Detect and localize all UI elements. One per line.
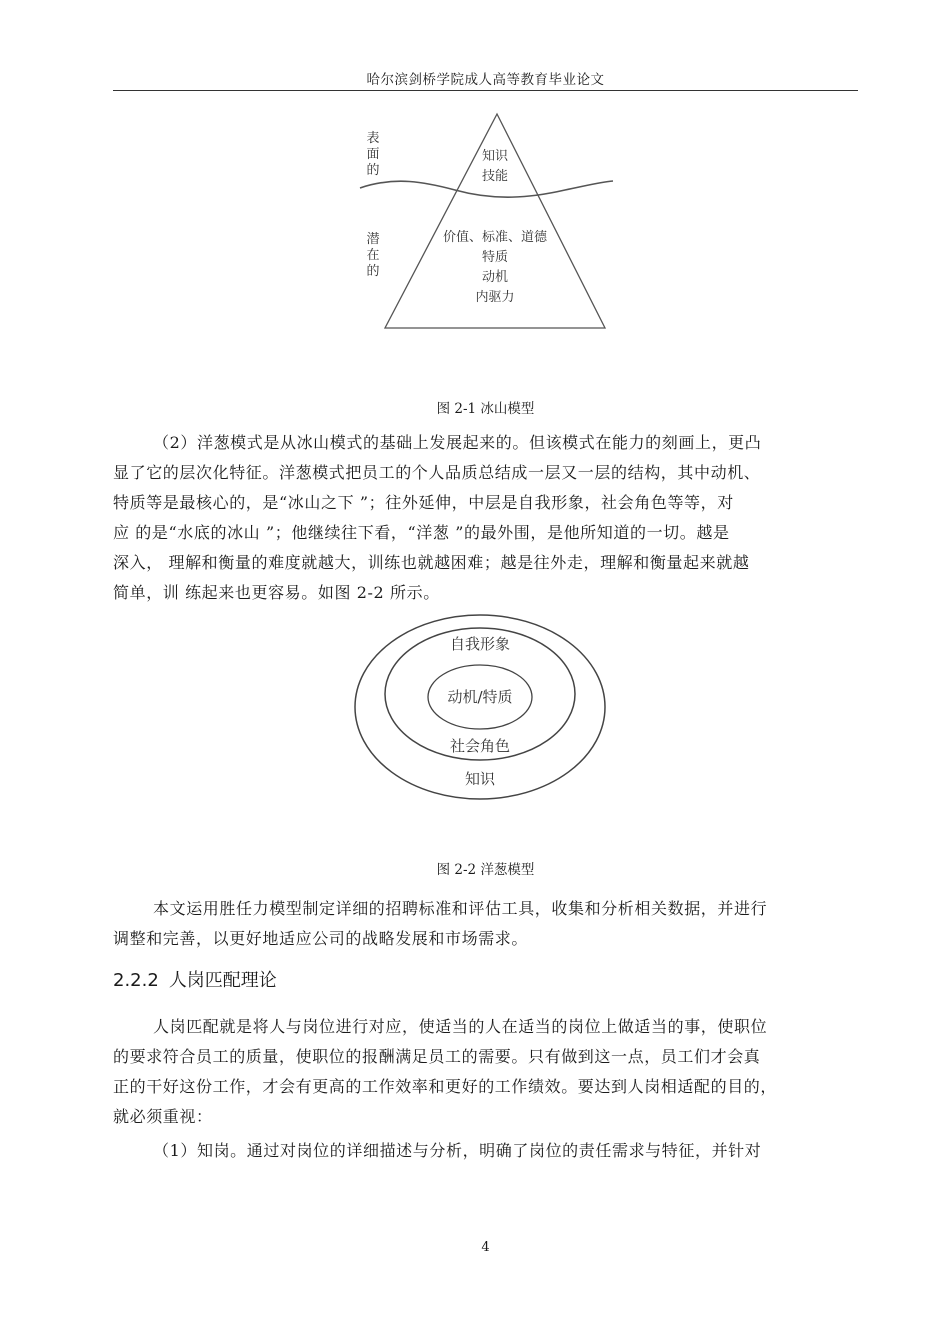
text-line: 正的干好这份工作，才会有更高的工作效率和更好的工作绩效。要达到人岗相适配的目的， xyxy=(113,1077,778,1096)
paragraph-competency xyxy=(113,894,858,954)
text-line: 简单，训 练起来也更容易。如图 2-2 所示。 xyxy=(113,583,440,602)
text-line: 就必须重视： xyxy=(113,1107,213,1126)
item-drive: 内驱力 xyxy=(475,290,515,305)
surface-label-1: 表 xyxy=(366,131,380,146)
text-line: 显了它的层次化特征。洋葱模式把员工的个人品质总结成一层又一层的结构，其中动机、 xyxy=(113,463,761,482)
onion-figure xyxy=(350,612,610,802)
figure1-caption: 图 2-1 冰山模型 xyxy=(436,401,535,417)
knowledge-label: 知识 xyxy=(464,770,496,788)
paragraph-onion-model xyxy=(113,428,858,608)
iceberg-figure xyxy=(355,108,620,338)
motive-trait-label: 动机/特质 xyxy=(447,688,513,706)
self-image-label: 自我形象 xyxy=(449,635,511,653)
text-line: 本文运用胜任力模型制定详细的招聘标准和评估工具，收集和分析相关数据，并进行 xyxy=(153,899,768,918)
paragraph-person-job-fit xyxy=(113,1012,858,1132)
item-values: 价值、标准、道德 xyxy=(442,230,548,245)
section-number: 2.2.2 xyxy=(113,970,159,991)
social-role-label: 社会角色 xyxy=(449,737,511,755)
onion-diagram xyxy=(350,612,610,802)
text-line: 深入， 理解和衡量的难度就越大，训练也就越困难；越是往外走，理解和衡量起来就越 xyxy=(113,553,750,572)
latent-label-2: 在 xyxy=(366,248,380,263)
text-line: 调整和完善，以更好地适应公司的战略发展和市场需求。 xyxy=(113,929,529,948)
surface-label-3: 的 xyxy=(366,163,380,178)
item-knowledge: 知识 xyxy=(481,149,509,164)
surface-label-2: 面 xyxy=(366,147,380,162)
page-header xyxy=(113,68,858,91)
text-line: 人岗匹配就是将人与岗位进行对应，使适当的人在适当的岗位上做适当的事，使职位 xyxy=(153,1017,768,1036)
item-skills: 技能 xyxy=(481,169,509,184)
text-line: （1）知岗。通过对岗位的详细描述与分析，明确了岗位的责任需求与特征，并针对 xyxy=(153,1141,762,1160)
section-heading xyxy=(113,966,277,992)
item-traits: 特质 xyxy=(481,250,509,265)
page-number: 4 xyxy=(481,1240,490,1255)
text-line: 的要求符合员工的质量，使职位的报酬满足员工的需要。只有做到这一点，员工们才会真 xyxy=(113,1047,761,1066)
iceberg-diagram xyxy=(355,108,620,338)
latent-label-3: 的 xyxy=(366,264,380,279)
header-title: 哈尔滨剑桥学院成人高等教育毕业论文 xyxy=(366,72,605,88)
text-line: 应 的是“水底的冰山 ”；他继续往下看，“洋葱 ”的最外围，是他所知道的一切。越是 xyxy=(113,523,730,542)
text-line: （2）洋葱模式是从冰山模式的基础上发展起来的。但该模式在能力的刻画上，更凸 xyxy=(153,433,762,452)
latent-label-1: 潜 xyxy=(366,232,380,247)
paragraph-know-position xyxy=(113,1136,858,1166)
text-line: 特质等是最核心的，是“冰山之下 ”；往外延伸，中层是自我形象，社会角色等等，对 xyxy=(113,493,734,512)
figure2-caption: 图 2-2 洋葱模型 xyxy=(436,862,535,878)
section-title: 人岗匹配理论 xyxy=(168,970,277,991)
item-motives: 动机 xyxy=(481,270,509,285)
